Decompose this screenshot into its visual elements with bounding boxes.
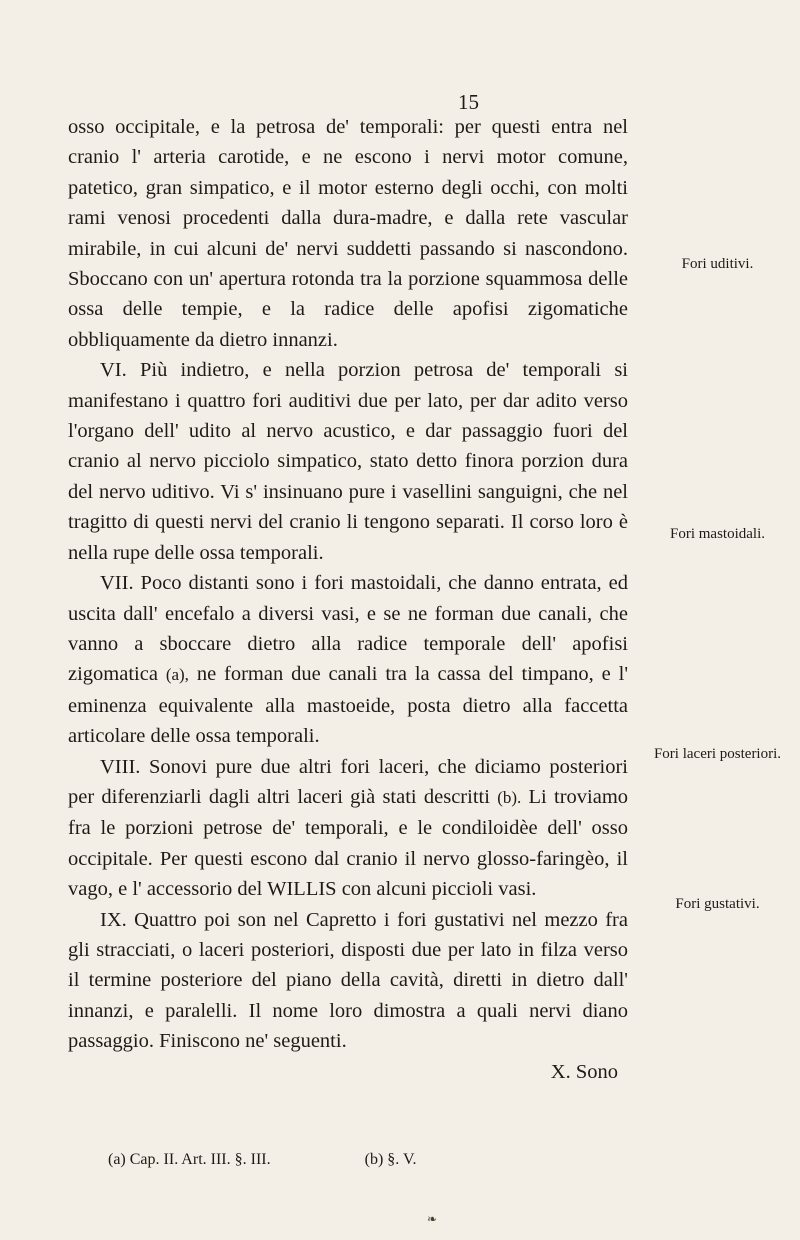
paragraph-ix: IX. Quattro poi son nel Capretto i fori gustativi nel mezzo fra gli stracciati, o laceri posteriori, disposti due per lato in filza verso il termine posteriore del piano della cavità, diretti in dietro dall' innanzi, e paralelli. Il nome loro dimostra a quali nervi diano passaggio. Finiscono ne' seguenti. — [68, 908, 628, 1053]
paragraph-viii — [68, 752, 628, 905]
paragraph-viii-text: VIII. Sonovi pure due altri fori laceri, che diciamo posteriori per diferenziarli dagli altri laceri già stati descritti — [68, 755, 628, 808]
paragraph-vi: VI. Più indietro, e nella porzion petrosa de' temporali si manifestano i quattro fori auditivi due per lato, per dar adito verso l'organo dell' udito al nervo acustico, e dar passaggio fuori del cranio al nervo picciolo simpatico, stato detto finora porzion dura del nervo uditivo. Vi s' insinuano pure i vasellini sanguigni, che nel tragitto di questi nervi del cranio li tengono separati. Il corso loro è nella rupe delle ossa temporali. — [68, 359, 628, 564]
paragraph-vii-text-cont: ne forman due canali tra la cassa del timpano, e l' eminenza equivalente alla mastoeide, posta dietro alla faccetta articolare delle ossa temporali. — [68, 663, 629, 748]
margin-note-fori-laceri: Fori laceri posteriori. — [653, 746, 782, 762]
footnote-a: (a) Cap. II. Art. III. §. III. — [108, 1151, 271, 1168]
page-number: 15 — [458, 90, 479, 114]
margin-note-fori-gustativi: Fori gustativi. — [675, 896, 760, 912]
footnote-ref-b: (b). — [497, 787, 522, 807]
paragraph-intro: osso occipitale, e la petrosa de' temporali: per questi entra nel cranio l' arteria carotide, e ne escono i nervi motor comune, patetico, gran simpatico, e il motor esterno degli occhi, con molti rami venosi procedenti dalla dura-madre, e dalla rete vascular mirabile, in cui alcuni de' nervi suddetti passando si nascondono. Sboccano con un' apertura rotonda tra la porzione squammosa delle ossa delle tempie, e la radice delle apofisi zigomatiche obbliquamente da dietro innanzi. — [68, 116, 628, 351]
margin-note-fori-uditivi: Fori uditivi. — [681, 256, 754, 272]
catchword: X. Sono — [550, 1060, 618, 1083]
footnotes — [108, 1151, 668, 1169]
margin-note-fori-mastoidali: Fori mastoidali. — [670, 526, 765, 542]
paragraph-viii-text-cont: Li troviamo fra le porzioni petrose de' temporali, e le condiloidèe dell' osso occipitale. Per questi escono dal cranio il nervo glosso-faringèo, il vago, e l' accessorio del WILLIS con alcuni piccioli vasi. — [68, 785, 629, 901]
footnote-ref-a: (a), — [165, 665, 189, 685]
body-text — [68, 112, 628, 1087]
printer-mark-icon: ❧ — [427, 1212, 438, 1226]
paragraph-vii — [68, 568, 628, 751]
footnote-b: (b) §. V. — [364, 1151, 417, 1168]
paragraph-vii-text: VII. Poco distanti sono i fori mastoidali, che danno entrata, ed uscita dall' encefalo a diversi vasi, e se ne forman due canali, che vanno a sboccare dietro alla radice temporale dell' apofisi zigomatica — [68, 572, 628, 686]
